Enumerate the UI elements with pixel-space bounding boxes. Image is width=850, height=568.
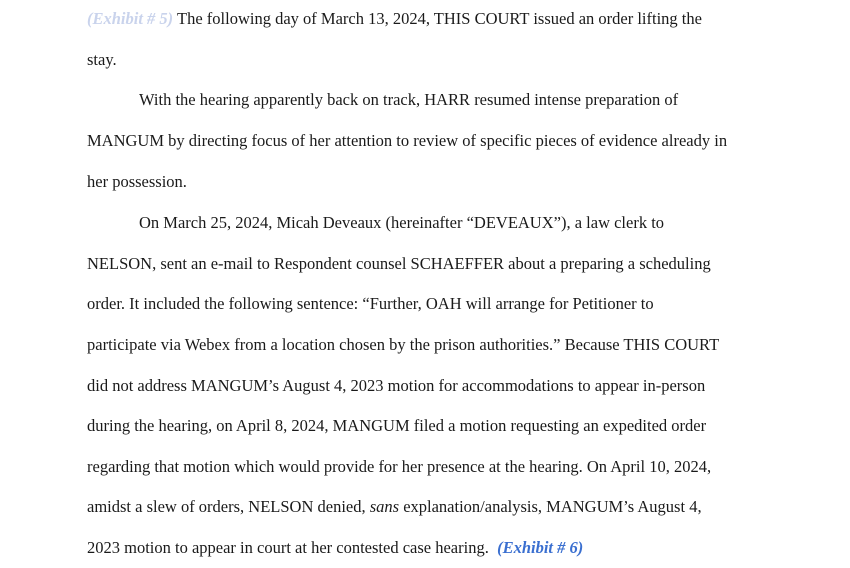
text-line-4: MANGUM by directing focus of her attention to review of specific pieces of evidence already in xyxy=(87,131,728,150)
line-13-before: amidst a slew of orders, NELSON denied, xyxy=(87,497,366,516)
text-line-5: her possession. xyxy=(87,172,187,191)
italic-sans: sans xyxy=(369,497,400,516)
line-14-text: 2023 motion to appear in court at her contested case hearing. xyxy=(87,538,489,557)
text-line-7: NELSON, sent an e-mail to Respondent counsel SCHAEFFER about a preparing a scheduling xyxy=(87,254,711,273)
text-line-3: With the hearing apparently back on track, HARR resumed intense preparation of xyxy=(139,90,679,109)
text-line-14 xyxy=(87,538,583,558)
text-line-1 xyxy=(87,9,702,29)
text-line-2: stay. xyxy=(87,50,117,69)
text-line-11: during the hearing, on April 8, 2024, MANGUM filed a motion requesting an expedited order xyxy=(87,416,707,435)
text-line-9: participate via Webex from a location chosen by the prison authorities.” Because THIS COURT xyxy=(87,335,720,354)
text-line-10: did not address MANGUM’s August 4, 2023 motion for accommodations to appear in-person xyxy=(87,376,706,395)
text-line-13 xyxy=(87,497,702,517)
exhibit-6-reference[interactable]: (Exhibit # 6) xyxy=(497,538,584,557)
line-1-text: The following day of March 13, 2024, THIS COURT issued an order lifting the xyxy=(177,9,702,28)
exhibit-5-reference[interactable]: (Exhibit # 5) xyxy=(87,9,174,28)
text-line-12: regarding that motion which would provide for her presence at the hearing. On April 10, 2024, xyxy=(87,457,712,476)
text-line-8: order. It included the following sentence: “Further, OAH will arrange for Petitioner to xyxy=(87,294,654,313)
line-13-after: explanation/analysis, MANGUM’s August 4, xyxy=(403,497,702,516)
text-line-6: On March 25, 2024, Micah Deveaux (hereinafter “DEVEAUX”), a law clerk to xyxy=(139,213,665,232)
